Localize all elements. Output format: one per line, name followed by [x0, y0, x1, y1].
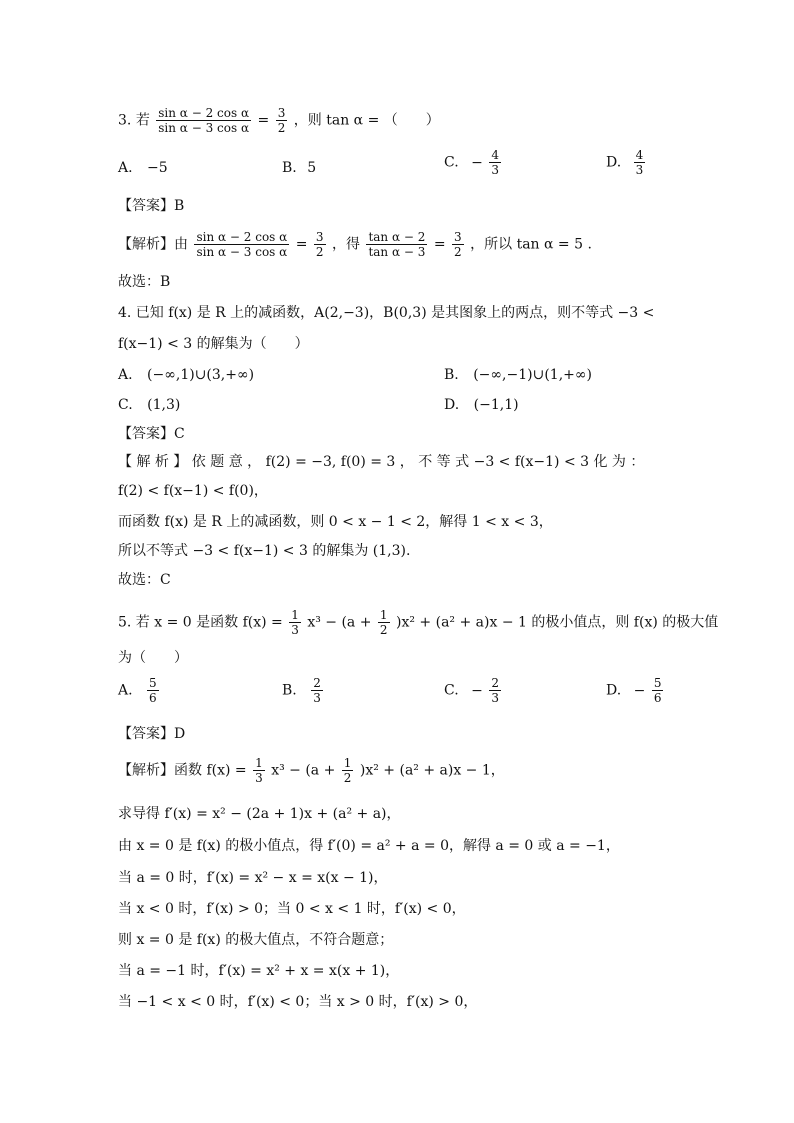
q3-stem	[118, 106, 440, 135]
frac-den: sin α − 3 cos α	[196, 245, 288, 259]
frac-num: 1	[291, 608, 299, 622]
q5-analysis-line3: 由 x = 0 是 f(x) 的极小值点，得 f′(0) = a² + a = 0，解得 a = 0 或 a = −1，	[118, 838, 620, 854]
q4-choose: 故选：C	[118, 572, 171, 588]
q3-analysis-rhs-1	[314, 230, 326, 259]
option-sign: −	[633, 682, 646, 699]
q4-analysis-line2: f(2) < f(x−1) < f(0)，	[118, 483, 268, 499]
option-value: (−1,1)	[473, 397, 519, 413]
q5-analysis-line2: 求导得 f′(x) = x² − (2a + 1)x + (a² + a)，	[118, 806, 401, 822]
analysis-mid: ，得	[331, 236, 360, 253]
option-value: (1,3)	[147, 397, 181, 413]
option-sign: −	[471, 682, 483, 699]
q5-option-a	[118, 676, 161, 705]
q5-stem-line2: 为（ ）	[118, 650, 188, 666]
option-fraction	[489, 148, 501, 177]
option-value: 5	[307, 160, 317, 176]
option-den: 3	[313, 691, 321, 705]
option-den: 3	[491, 163, 499, 177]
q5-analysis-line6: 则 x = 0 是 f(x) 的极大值点，不符合题意；	[118, 932, 394, 948]
equals: =	[433, 236, 446, 253]
frac-den: tan α − 3	[368, 245, 426, 259]
q3-equals: =	[257, 112, 270, 129]
option-value: −5	[147, 160, 168, 176]
q4-stem-line1: 4. 已知 f(x) 是 R 上的减函数，A(2,−3)，B(0,3) 是其图象上的两点，则不等式 −3 <	[118, 305, 655, 321]
option-label: D.	[606, 154, 622, 171]
q3-analysis-fraction-1	[194, 230, 289, 259]
option-label: A.	[118, 160, 133, 176]
option-label: C.	[444, 154, 459, 171]
option-label: A.	[118, 367, 133, 383]
option-fraction	[147, 676, 159, 705]
q5-answer: 【答案】D	[118, 726, 186, 742]
q3-option-d	[606, 148, 647, 177]
option-den: 3	[635, 163, 644, 177]
option-label: D.	[444, 397, 460, 413]
frac-den: 3	[291, 623, 299, 637]
q5-analysis-line1	[118, 756, 505, 785]
q3-answer: 【答案】B	[118, 198, 185, 214]
analysis-prefix: 【解析】函数 f(x) =	[118, 762, 247, 779]
q5-frac-half	[378, 608, 390, 637]
frac-den: 2	[454, 245, 462, 259]
option-fraction	[311, 676, 323, 705]
q5-option-b	[282, 676, 325, 705]
option-label: C.	[444, 682, 459, 699]
q5-frac-one-third	[289, 608, 301, 637]
q5-stem-line1	[118, 608, 718, 637]
q5-analysis-line7: 当 a = −1 时，f′(x) = x² + x = x(x + 1)，	[118, 963, 400, 979]
q3-option-a	[118, 158, 168, 178]
frac-one-third	[253, 756, 265, 785]
option-num: 5	[149, 676, 157, 690]
frac-num: 1	[379, 608, 388, 622]
q4-option-b	[444, 365, 592, 385]
analysis-tail: ，所以 tan α = 5 .	[470, 236, 592, 253]
option-den: 6	[149, 691, 157, 705]
q4-option-d	[444, 395, 519, 415]
q3-number: 3.	[118, 112, 132, 129]
option-num: 4	[635, 148, 644, 162]
option-fraction	[489, 676, 501, 705]
q4-option-c	[118, 395, 180, 415]
q3-fraction	[156, 106, 251, 135]
q3-analysis-fraction-2	[366, 230, 427, 259]
q5-analysis-line5: 当 x < 0 时，f′(x) > 0；当 0 < x < 1 时，f′(x) < 0，	[118, 901, 466, 917]
q5-tail: )x² + (a² + a)x − 1 的极小值点，则 f(x) 的极大值	[396, 614, 719, 631]
option-sign: −	[471, 154, 483, 171]
q3-option-b	[282, 158, 316, 178]
option-label: A.	[118, 682, 133, 699]
frac-den: 2	[379, 623, 388, 637]
q4-analysis-line4: 所以不等式 −3 < f(x−1) < 3 的解集为 (1,3).	[118, 543, 411, 559]
option-label: B.	[282, 160, 297, 176]
q4-stem-line2: f(x−1) < 3 的解集为（ ）	[118, 336, 309, 352]
option-value: (−∞,1)∪(3,+∞)	[147, 367, 255, 383]
q3-rhs-num: 3	[277, 106, 286, 120]
q5-suffix: x³ − (a +	[307, 614, 372, 631]
q4-analysis-line1: 【 解 析 】 依 题 意 ， f(2) = −3, f(0) = 3 ， 不 等 式 −3 < f(x−1) < 3 化 为 ：	[118, 454, 645, 470]
q3-tail: ，则 tan α = （ ）	[293, 112, 440, 129]
option-num: 5	[653, 676, 662, 690]
q5-option-c	[444, 676, 503, 705]
frac-den: 2	[343, 771, 352, 785]
q3-fraction-denominator: sin α − 3 cos α	[158, 121, 250, 135]
q4-analysis-line3: 而函数 f(x) 是 R 上的减函数，则 0 < x − 1 < 2，解得 1 < x < 3，	[118, 514, 553, 530]
option-fraction	[652, 676, 664, 705]
q3-rhs-den: 2	[277, 121, 286, 135]
q3-analysis	[118, 230, 592, 259]
analysis-tail: )x² + (a² + a)x − 1，	[359, 762, 505, 779]
option-num: 2	[491, 676, 499, 690]
option-num: 4	[491, 148, 499, 162]
q3-rhs-fraction	[276, 106, 288, 135]
q3-option-c	[444, 148, 503, 177]
option-fraction	[634, 148, 646, 177]
analysis-label: 【解析】由	[118, 236, 188, 253]
frac-num: 1	[255, 756, 263, 770]
q3-fraction-numerator: sin α − 2 cos α	[158, 106, 250, 120]
frac-num: sin α − 2 cos α	[196, 230, 288, 244]
frac-half	[342, 756, 354, 785]
frac-num: 1	[343, 756, 352, 770]
q5-option-d	[606, 676, 665, 705]
q3-choose: 故选：B	[118, 274, 171, 290]
frac-num: tan α − 2	[368, 230, 426, 244]
q4-option-a	[118, 365, 254, 385]
frac-den: 2	[315, 245, 324, 259]
q5-analysis-line8: 当 −1 < x < 0 时，f′(x) < 0；当 x > 0 时，f′(x) > 0，	[118, 994, 478, 1010]
frac-num: 3	[454, 230, 462, 244]
option-num: 2	[313, 676, 321, 690]
q3-analysis-rhs-2	[452, 230, 464, 259]
equals: =	[295, 236, 308, 253]
option-label: D.	[606, 682, 622, 699]
option-den: 6	[653, 691, 662, 705]
option-label: B.	[444, 367, 459, 383]
option-value: (−∞,−1)∪(1,+∞)	[473, 367, 593, 383]
q5-analysis-line4: 当 a = 0 时，f′(x) = x² − x = x(x − 1)，	[118, 870, 388, 886]
frac-num: 3	[315, 230, 324, 244]
frac-den: 3	[255, 771, 263, 785]
q5-prefix: 5. 若 x = 0 是函数 f(x) =	[118, 614, 283, 631]
analysis-mid: x³ − (a +	[271, 762, 336, 779]
q3-ruo: 若	[135, 112, 150, 129]
option-label: B.	[282, 682, 297, 699]
q4-answer: 【答案】C	[118, 426, 185, 442]
option-label: C.	[118, 397, 133, 413]
option-den: 3	[491, 691, 499, 705]
